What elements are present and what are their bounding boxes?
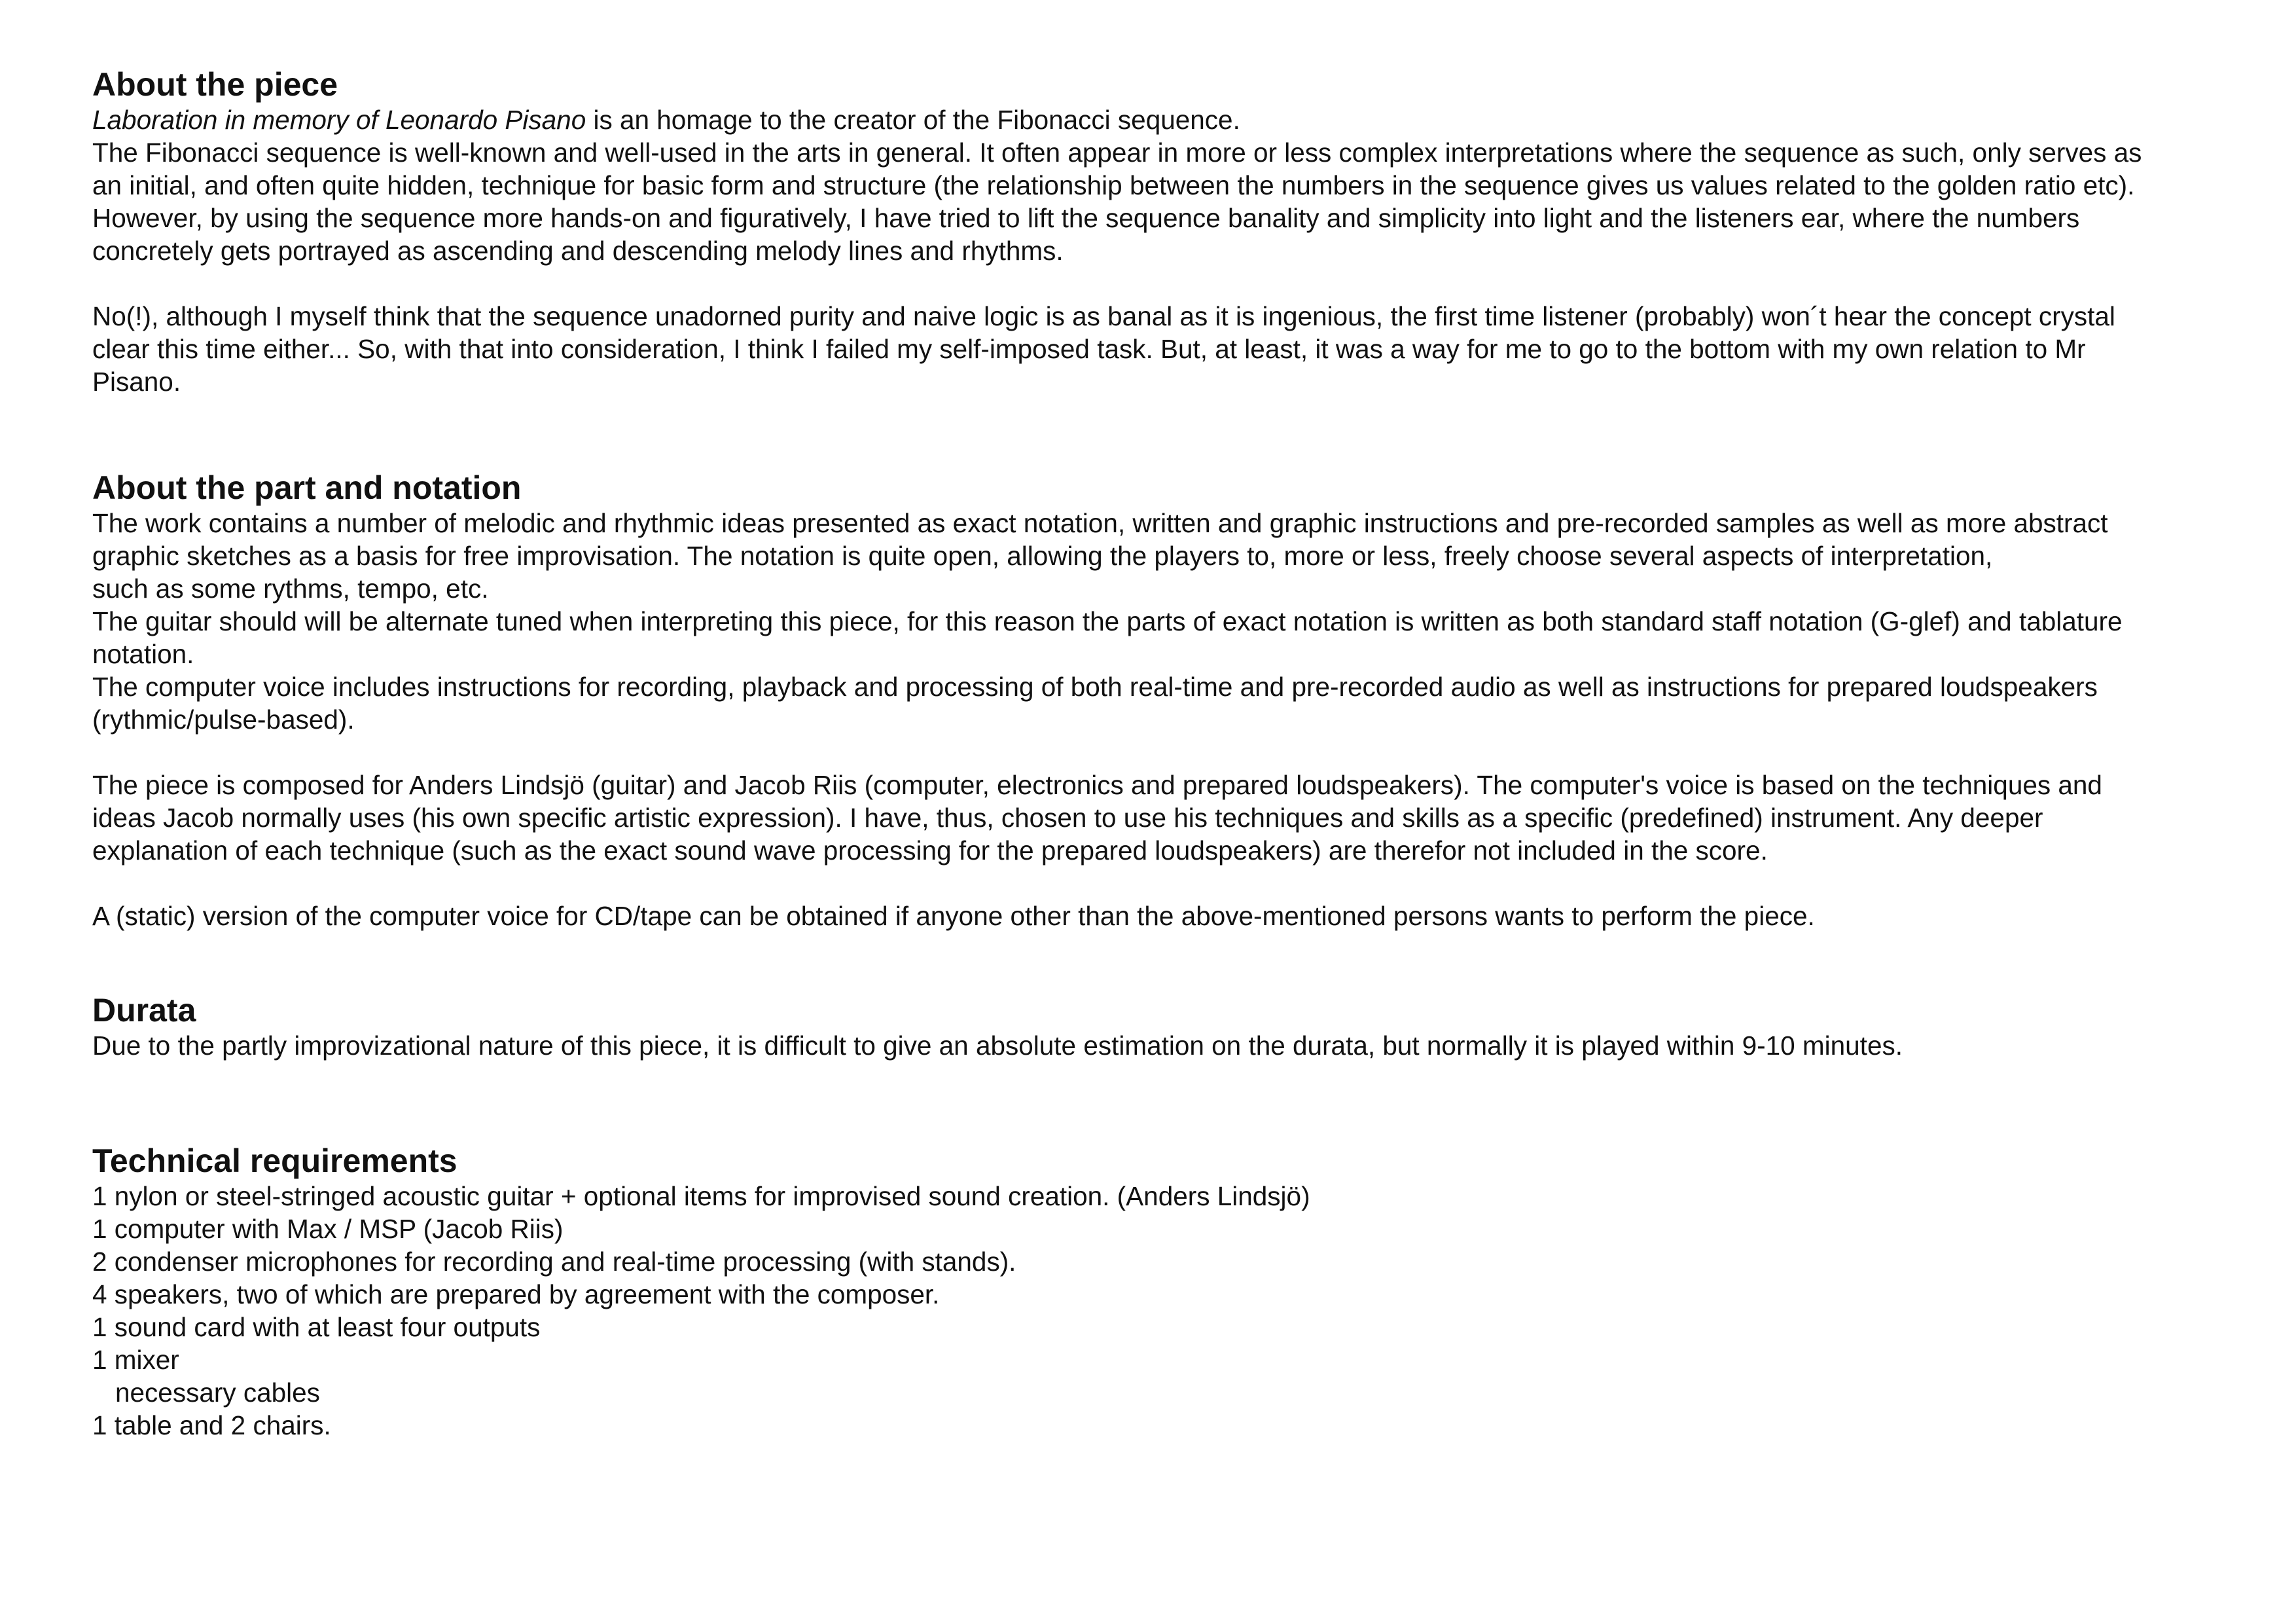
paragraph-line: The work contains a number of melodic and rhythmic ideas presented as exact notation, written and graphic instructions and pre-recorded samples as well as more abstract [92,508,2108,538]
intro-line [92,103,2219,136]
paragraph-line: explanation of each technique (such as the exact sound wave processing for the prepared loudspeakers) are therefor not included in the score. [92,835,1768,866]
paragraph-line: Due to the partly improvizational nature of this piece, it is difficult to give an absolute estimation on the durata, but normally it is played within 9-10 minutes. [92,1030,1903,1061]
paragraph-line: The guitar should will be alternate tuned when interpreting this piece, for this reason the parts of exact notation is written as both standard staff notation (G-glef) and tablature [92,606,2123,636]
requirement-item: 4 speakers, two of which are prepared by agreement with the composer. [92,1279,940,1309]
paragraph-line: clear this time either... So, with that into consideration, I think I failed my self-imposed task. But, at least, it was a way for me to go to the bottom with my own relation to Mr [92,334,2086,364]
section-technical [92,1142,2219,1442]
piece-title: Laboration in memory of Leonardo Pisano [92,105,586,135]
requirement-item: 1 computer with Max / MSP (Jacob Riis) [92,1214,564,1244]
heading-durata: Durata [92,992,196,1029]
paragraph-line: A (static) version of the computer voice for CD/tape can be obtained if anyone other than the above-mentioned persons wants to perform the piece. [92,901,1815,931]
requirement-item: 2 condenser microphones for recording and real-time processing (with stands). [92,1247,1016,1277]
paragraph-line: ideas Jacob normally uses (his own specific artistic expression). I have, thus, chosen to use his techniques and skills as a specific (predefined) instrument. Any deeper [92,803,2043,833]
paragraph-line: such as some rythms, tempo, etc. [92,574,489,604]
paragraph-line: Pisano. [92,367,181,397]
paragraph-line: The computer voice includes instructions for recording, playback and processing of both real-time and pre-recorded audio as well as instructions for prepared loudspeakers [92,672,2098,702]
section-about-part [92,469,2219,932]
paragraph-line: notation. [92,639,194,669]
requirement-item: 1 nylon or steel-stringed acoustic guitar + optional items for improvised sound creation. (Anders Lindsjö) [92,1181,1310,1211]
paragraph-line: The Fibonacci sequence is well-known and well-used in the arts in general. It often appear in more or less complex interpretations where the sequence as such, only serves as [92,137,2142,168]
paragraph-line: However, by using the sequence more hands-on and figuratively, I have tried to lift the sequence banality and simplicity into light and the listeners ear, where the numbers [92,203,2080,233]
paragraph-line: (rythmic/pulse-based). [92,704,355,735]
requirement-item: necessary cables [115,1377,320,1408]
paragraph-line: The piece is composed for Anders Lindsjö (guitar) and Jacob Riis (computer, electronics and prepared loudspeakers). The computer's voice is based on the techniques and [92,770,2102,800]
heading-about-piece: About the piece [92,66,338,103]
section-about-piece [92,65,2219,398]
paragraph-line: No(!), although I myself think that the sequence unadorned purity and naive logic is as banal as it is ingenious, the first time listener (probably) won´t hear the concept crystal [92,301,2115,331]
section-durata [92,991,2219,1062]
intro-text: is an homage to the creator of the Fibonacci sequence. [586,105,1240,135]
document-page [92,65,2219,1442]
paragraph-line: graphic sketches as a basis for free improvisation. The notation is quite open, allowing the players to, more or less, freely choose several aspects of interpretation, [92,541,1993,571]
heading-about-part: About the part and notation [92,469,522,506]
heading-technical: Technical requirements [92,1142,457,1179]
paragraph-line: an initial, and often quite hidden, technique for basic form and structure (the relationship between the numbers in the sequence gives us values related to the golden ratio etc). [92,170,2135,200]
requirement-item: 1 mixer [92,1345,179,1375]
requirement-item: 1 table and 2 chairs. [92,1410,331,1440]
requirement-item: 1 sound card with at least four outputs [92,1312,541,1342]
paragraph-line: concretely gets portrayed as ascending and descending melody lines and rhythms. [92,236,1064,266]
